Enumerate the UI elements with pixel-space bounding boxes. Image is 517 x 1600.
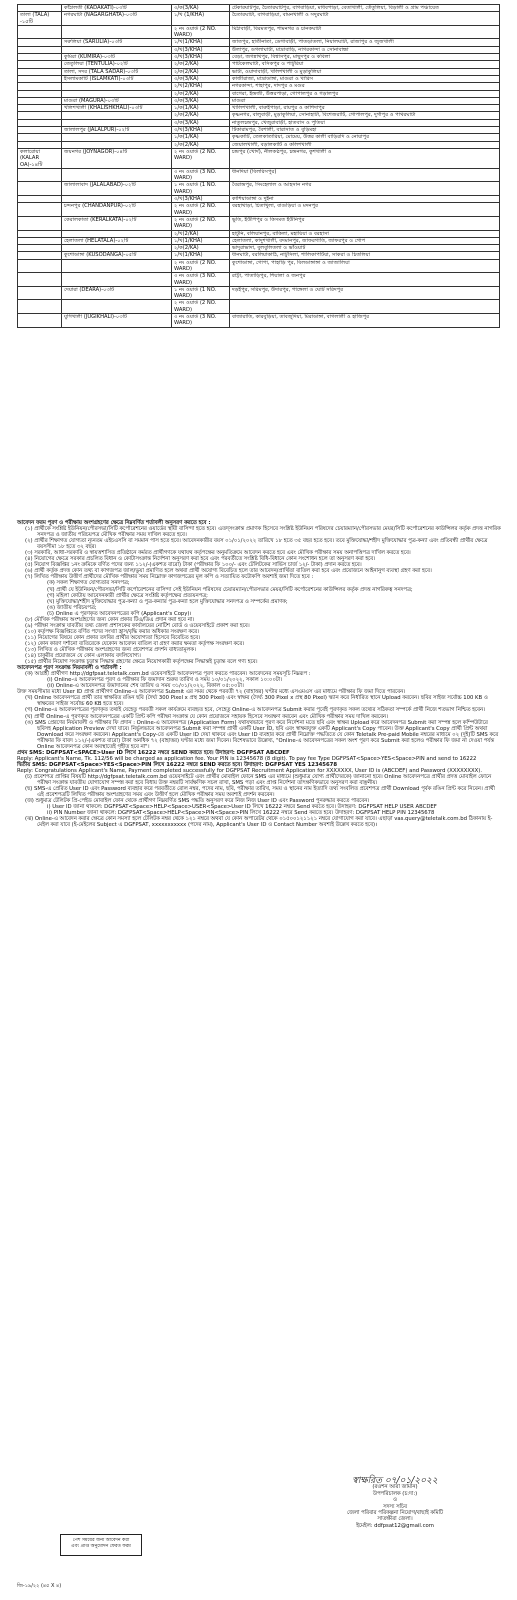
- table-row: [18, 286, 500, 300]
- union-cell: [62, 134, 172, 141]
- upazila-cell: [18, 230, 62, 237]
- table-row: [18, 75, 500, 82]
- villages-cell: ভাটা, ওয়াদাবাড়ী, খলিশখালী ও মুড়াকুলিয়া: [230, 68, 500, 75]
- union-cell: [62, 245, 172, 252]
- table-row: [18, 12, 500, 26]
- instruction-paragraph: (২) প্রার্থীর শিক্ষাগত যোগ্যতা ন্যূনতম এইচএসসি বা সমমান পাস হতে হবে। আবেদনকারীর বয়স ০১/০১/২০২২ তারিখে ১৮ হতে ৩৫ বছর হতে হবে। তবে মুক্তিযোদ্ধা/শহীদ মুক্তিযোদ্ধার পুত্র-কন্যা এবং প্রতিবন্ধী প্রার্থীর ক্ষেত্রে বয়সসীমা ১৮ হতে ৩২ বছর।: [25, 538, 488, 551]
- ward-cell: ২ নং ওয়ার্ড (2 NO. WARD): [172, 300, 230, 314]
- instruction-paragraph: (চ) প্রবেশপত্র প্রাপ্তির বিষয়টি http://dgfpsat.teletalk.com.bd ওয়েবসাইটে এবং প্রার্থীর মোবাইল ফোনে SMS এর মাধ্যমে (শুধুমাত্র যোগ্য প্রার্থীদেরকে) জানানো হবে। Online আবেদনপত্রে প্রার্থীর প্রদত্ত মোবাইল ফোনে পরীক্ষা সংক্রান্ত যাবতীয় যোগাযোগ সম্পন্ন করা হবে বিধায় উক্ত নম্বরটি সার্বক্ষণিক সচল রাখা, SMS পড়া এবং প্রাপ্ত নির্দেশনা তাৎক্ষণিকভাবে অনুসরণ করা বাঞ্ছনীয়।: [25, 773, 492, 787]
- villages-cell: ভাদুরাভাদা, বুলবুলিতলা ও ভাঁওয়াট: [230, 245, 500, 252]
- table-row: [18, 105, 500, 112]
- ward-cell: ২ নং ওয়ার্ড (2 NO. WARD): [172, 203, 230, 217]
- ward-cell: ৩/খ(3/KHA): [172, 127, 230, 134]
- villages-cell: জাতপুর, হাতীনাতা, ডেগাবাড়ী, পাতড়াতলা, নিয়ালঘাটা, রাজাপুর ও জুজখালী: [230, 39, 500, 46]
- table-row: [18, 182, 500, 196]
- ward-cell: ২/ক(2/KA): [172, 68, 230, 75]
- upazila-cell: [18, 196, 62, 203]
- union-cell: মাগুরা (MAGURA)-০৩টি: [62, 97, 172, 104]
- instruction-paragraph: (খ) প্রার্থী যে ইউনিয়ন/পৌরসভা/সিটি কর্পোরেশনের বাসিন্দা সেই ইউনিয়ন পরিষদের চেয়ারম্যান/পৌরসভার মেয়র/সিটি কর্পোরেশনের কাউন্সিলর কর্তৃক প্রদত্ত নাগরিকত্ব সনদপত্র;: [47, 586, 413, 593]
- upazila-cell: [18, 314, 62, 328]
- villages-cell: নাতুলচন্দ্রপুর, খেজুরাবাড়ী, হাতবাস ও পুতিয়া: [230, 119, 500, 126]
- table-row: [18, 230, 500, 237]
- villages-cell: ধানদিয়া (বিলরিসপুর): [230, 168, 500, 182]
- upazila-cell: [18, 75, 62, 82]
- instruction-paragraph: (ঙ) SMS প্রেরণের নিয়মাবলী ও পরীক্ষার ফি প্রদান : Online-এ আবেদনপত্র (Application Form) যথাযথভাবে পূরণ করে নির্দেশনা মতে ছবি এবং স্বাক্ষর Upload করে আবেদনপত্র Submit করা সম্পন্ন হলে কম্পিউটারে ছবিসহ Application Preview দেখা যাবে। নির্ভুলভাবে আবেদনপত্র Submit করা সম্পন্ন প্রার্থী একটি User ID, ছবি এবং স্বাক্ষরযুক্ত একটি Applicant's Copy পাবেন। উক্ত Applicant's Copy প্রার্থী প্রিন্ট অথবা Download করে সংরক্ষণ করবেন। Applicant's Copy-তে একটি User ID দেয়া থাকবে এবং User ID ব্যবহার করে প্রার্থী নিম্নোক্ত পদ্ধতিতে যে কোন Teletalk Pre-paid Mobile নম্বরের মাধ্যমে ০২ (দুই)টি SMS করে পরীক্ষার ফি বাবদ ১১২/-(একশত বারো) টাকা অনধিক ৭২ (বাহাত্তর) ঘণ্টার মধ্যে জমা দিবেন। বিশেষভাবে উল্লেখ্য, "Online-এ আবেদনপত্রের সকল অংশ পূরণ করে Submit করা হলেও পরীক্ষার ফি জমা না দেওয়া পর্যন্ত Online আবেদনপত্র কোন অবস্থাতেই গৃহীত হবে না"।: [25, 719, 499, 750]
- upazila-cell: [18, 68, 62, 75]
- instruction-paragraph: আবেদন ফরম পূরণ ও পরীক্ষায় অংশগ্রহণের ক্ষেত্রে নিম্নবর্ণিত শর্তাবলী অনুসরণ করতে হবে :: [17, 520, 211, 526]
- villages-cell: কুশোডাঙ্গা, গোপা, পাহাড়ি পুর, বিলডাঙ্গাঙ্গা ও জাজালিয়া: [230, 259, 500, 273]
- table-row: [18, 61, 500, 68]
- instruction-paragraph: উক্ত সময়সীমার মধ্যে User ID প্রাপ্ত প্রার্থীগণ Online-এ আবেদনপত্র Submit এর সময় থেকে পরবর্তী ৭২ (বাহাত্তর) ঘণ্টার মধ্যে এসএমএস এর মাধ্যমে পরীক্ষার ফি জমা দিতে পারবেন।: [17, 689, 406, 696]
- union-cell: [62, 141, 172, 148]
- instruction-paragraph: দ্বিতীয় SMS: DGFPSAT<Space>YES<Space>PIN লিখে 16222 নম্বরে SEND করতে হবে। উদাহরণ: DGFPSAT YES 12345678: [17, 761, 338, 768]
- instruction-paragraph: (গ) Online-এ আবেদনপত্রের পূরণকৃত তথ্যই যেহেতু পরবর্তী সকল কার্যক্রমে ব্যবহৃত হবে, সেহেতু Online-এ আবেদনপত্র Submit করার পূর্বেই পূরণকৃত সকল তথ্যের সঠিকতা সম্পর্কে প্রার্থী নিজে শতভাগ নিশ্চিত হবেন।: [25, 707, 486, 714]
- villages-cell: দড়ইপুর, সরিমপুর, উদারপুর, পাঙ্গেলা ও ঘোট সরিদপুর: [230, 286, 500, 300]
- table-row: [18, 314, 500, 328]
- table-row: [18, 203, 500, 217]
- union-ward-table: [17, 4, 500, 328]
- ward-cell: ৩/ক(3/KA): [172, 119, 230, 126]
- upazila-cell: তালা (TALA) -১৫টি: [18, 12, 62, 26]
- union-cell: নগরঘাটা (NAGARGHATA)-০৩টি: [62, 12, 172, 26]
- ward-cell: ১/খ(1/KHA): [172, 39, 230, 46]
- instruction-paragraph: (৯) পরীক্ষা সংক্রান্ত যাবতীয় তথ্য জেলা প্রশাসকের কার্যালয়ের নোটিশ বোর্ড ও ওয়েবসাইটে প্রকাশ করা হবে।: [25, 622, 250, 629]
- table-row: [18, 46, 500, 53]
- table-row: [18, 127, 500, 134]
- instruction-paragraph: Reply: Applicant's Name, Tk. 112/56 will be charged as application fee. Your PIN is 12345678 (8 digit). To pay fee Type DGFPSAT<Space>YES<Space>PIN and send to 16222: [17, 755, 477, 762]
- upazila-cell: [18, 252, 62, 259]
- upazila-cell: [18, 182, 62, 196]
- union-cell: কুশোডাঙ্গা (KUSODANGA)-০৫টি: [62, 252, 172, 259]
- instruction-paragraph: ii) PIN Number জানা থাকলে: DGFPSAT<Space>HELP<Space>PIN<Space>PIN লিখে 16222 নম্বরে Send করতে হবে। উদাহরণ: DGFPSAT HELP PIN 12345678: [47, 810, 435, 817]
- upazila-cell: [18, 83, 62, 90]
- upazila-cell: [18, 90, 62, 97]
- ward-cell: ২/ক(2/KA): [172, 112, 230, 119]
- instruction-paragraph: (১০) কর্তৃপক্ষ বিজ্ঞপ্তিতে বর্ণিত পদের সংখ্যা হ্রাস/বৃদ্ধি করার অধিকার সংরক্ষণ করে।: [25, 628, 199, 635]
- union-cell: [62, 259, 172, 273]
- table-row: [18, 168, 500, 182]
- villages-cell: রাট্টা, পাতাড়িপুর, শিয়ালা ও জনপুর: [230, 273, 500, 287]
- union-cell: চন্দনপুর (CHANDANPUR)-০২টি: [62, 203, 172, 217]
- table-row: [18, 259, 500, 273]
- ward-cell: ২ নং ওয়ার্ড (2 NO. WARD): [172, 148, 230, 168]
- upazila-cell: [18, 54, 62, 61]
- table-row: [18, 216, 500, 230]
- union-cell: কেরালকাতা (KERALKATA)-০২টি: [62, 216, 172, 230]
- table-row: [18, 25, 500, 39]
- union-cell: খলিশখালী (KHALISHKHALI)-০৩টি: [62, 105, 172, 112]
- union-cell: [62, 112, 172, 119]
- signatory-and: ও: [393, 1497, 397, 1504]
- instruction-paragraph: (ঘ) মুক্তিযোদ্ধা/শহীদ মুক্তিযোদ্ধার পুত্র-কন্যা ও পুত্র-কন্যার পুত্র-কন্যা হলে মুক্তিযোদ্ধার সনদপত্র ও সম্পর্কের প্রমাণক;: [47, 598, 288, 605]
- signature-block: [295, 1478, 495, 1529]
- villages-cell: বেড়া, জগন্নাথপুর, বিশ্বাসপুর, মাছুদপুর ও কবিলা: [230, 54, 500, 61]
- upazila-cell: [18, 119, 62, 126]
- table-row: [18, 54, 500, 61]
- ward-cell: ৩/খ(3/KHA): [172, 46, 230, 53]
- instruction-paragraph: (১১) নিয়োগের বিষয়ে কোন প্রকার তদবির প্রার্থীর অযোগ্যতা হিসেবে বিবেচিত হবে।: [25, 634, 201, 641]
- villages-cell: টেকারঘাটপুর, চৈতারঘাটপুর, বাগবাড়িয়া, মাধবপাড়া, বেতাখালী, তেঁতুলিয়া, বিড়ালী ও গ্রাম পঞ্চায়েত: [230, 5, 500, 12]
- instruction-paragraph: (ঙ) জাতীয় পরিচয়পত্র;: [47, 604, 97, 611]
- upazila-cell: [18, 105, 62, 112]
- union-cell: [62, 46, 172, 53]
- ward-cell: ২/খ(2/KHA): [172, 83, 230, 90]
- instruction-paragraph: (ii) Online-এ আবেদনপত্র জমাদানের শেষ তারিখ ও সময় ৩১/০১/২০২২, বিকাল ০৫:০০টা।: [47, 683, 244, 690]
- upazila-cell: [18, 259, 62, 273]
- instruction-paragraph: (ক) সকল শিক্ষাগত যোগ্যতার সনদপত্র;: [47, 580, 130, 587]
- ward-cell: ৩/ক(3/KA): [172, 97, 230, 104]
- signatory-name: (রওশন আরা জামান): [372, 1484, 418, 1491]
- ward-cell: ২/খ(2/KA): [172, 230, 230, 237]
- table-row: [18, 134, 500, 141]
- upazila-cell: [18, 39, 62, 46]
- instruction-paragraph: (ঝ) Online-এ আবেদন করার ক্ষেত্রে কোন সমস্যা হলে টেলিটক নম্বর থেকে ১২১ নম্বরে অথবা যে কোন অপারেটর থেকে ০১৫০০১২১১২১ নম্বরে যোগাযোগ করা যাবে। এছাড়া vas.query@teletalk.com.bd ঠিকানায় ই-মেইল করা যাবে (ই-মেইলের Subject এ DGFPSAT, xxxxxxxxxxx (পদের নাম), Applicant's User ID ও Contact Number অবশ্যই উল্লেখ করতে হবে)।: [25, 816, 493, 829]
- union-cell: যুগিখালী (JUGIKHALI)-০৩টি: [62, 314, 172, 328]
- villages-cell: টিকারামপুর, বৈশালী, বারাসাত ও বুড়িমহা: [230, 127, 500, 134]
- villages-cell: কাজীরাজা, মাদ্রাডাঙ্গা, মাগুরা ও খারিস: [230, 75, 500, 82]
- table-row: [18, 83, 500, 90]
- upazila-cell: [18, 300, 62, 314]
- table-row: [18, 148, 500, 168]
- table-row: [18, 141, 500, 148]
- ward-cell: ১/খ(1/KHA): [172, 252, 230, 259]
- upazila-cell: [18, 245, 62, 252]
- upazila-cell: [18, 134, 62, 141]
- villages-cell: কাশিয়াডাঙ্গা ও দুইনা: [230, 196, 500, 203]
- signatory-designation: উপপরিচালক (চ:দা:): [372, 1490, 418, 1497]
- villages-cell: মাগুরা: [230, 97, 500, 104]
- ward-cell: ২ নং ওয়ার্ড (2 NO. WARD): [172, 259, 230, 273]
- union-cell: জয়নগর (JOYNAGOR)-০৪টি: [62, 148, 172, 168]
- upazila-cell: [18, 25, 62, 39]
- ward-cell: ১ নং ওয়ার্ড (1 NO. WARD): [172, 286, 230, 300]
- villages-cell: মিঠাবাড়ী, বিরমতপুর, শামনগর ও চানকঘাটা: [230, 25, 500, 39]
- instruction-paragraph: (১৪) চাকুরীর প্রয়োজনে যে কোন এলাকায় বদলিযোগ্য।: [25, 653, 141, 660]
- ward-cell: ১/ক(1/KA): [172, 134, 230, 141]
- table-row: [18, 68, 500, 75]
- villages-cell: নগরকান্দা, শাহাপুর, দাদপুর ও মগুর: [230, 83, 500, 90]
- union-cell: তালা, সদর (TALA SADAR)-০৩টি: [62, 68, 172, 75]
- upazila-cell: [18, 168, 62, 182]
- upazila-cell: কলারোয়া (KALAR OA)-১৪টি: [18, 148, 62, 168]
- table-row: [18, 119, 500, 126]
- villages-cell: ভুতি, ইউপিপুর ও কিসমত ইউনিপুর: [230, 216, 500, 230]
- villages-cell: বাগেরা, ইন্দ্রজী, উত্তরপাড়া, গোপালপুর ও গড়ালপুর: [230, 90, 500, 97]
- upazila-cell: [18, 141, 62, 148]
- instruction-paragraph: (i) Online-এ আবেদনপত্র পূরণ ও পরীক্ষার ফি জমাদান শুরুর তারিখ ও সময় ১০/০১/২০২২, সকাল ১০:০০টা।: [47, 677, 283, 684]
- union-cell: [62, 83, 172, 90]
- instruction-paragraph: (খ) Online আবেদনপত্রে প্রার্থী তার স্বাক্ষরিত রঙিন ছবি (দৈর্ঘ্য 300 Pixel x প্রস্থ 300 Pixel) এবং স্বাক্ষর (দৈর্ঘ্য 300 Pixel x প্রস্থ 80 Pixel) স্ক্যান করে নির্ধারিত স্থানে Upload করবেন। ছবির সাইজ সর্বোচ্চ 100 KB ও স্বাক্ষরের সাইজ সর্বোচ্চ 60 KB হতে হবে।: [25, 695, 488, 708]
- upazila-cell: [18, 286, 62, 300]
- union-cell: [62, 230, 172, 237]
- villages-cell: বরহাথাড়া, চিতাখুলা, বাগুড়িয়া ও মদনপুর: [230, 203, 500, 217]
- ward-cell: ৩/খ(3/KHA): [172, 196, 230, 203]
- instruction-paragraph: (১২) কোন কারণ দর্শানো ব্যতিরেকে যেকোন আবেদন বাতিল বা গ্রহণ করার ক্ষমতা কর্তৃপক্ষ সংরক্ষণ করে।: [25, 640, 245, 647]
- ward-cell: ৩ নং ওয়ার্ড (3 NO. WARD): [172, 314, 230, 328]
- union-ward-table-body: [18, 5, 500, 328]
- instruction-paragraph: Reply: Congratulations Applicant's Name, Payment completed successfully for DGFPSAT Recruitment Application for XXXXXXX, User ID is (ABCDEF) and Password (XXXXXXXX).: [17, 767, 483, 774]
- table-row: [18, 245, 500, 252]
- instruction-paragraph: (৫) নিয়োগ বিজ্ঞপ্তির ১নং ক্রমিকে বর্ণিত পদের জন্য ১১২/-(একশত বারো) টাকা (পরীক্ষার ফি ১০০/- এবং টেলিটকের সার্ভিস চার্জ ১২/- টাকা) প্রদান করতে হবে।: [25, 562, 362, 569]
- instruction-paragraph: (১) প্রার্থীকে সংশ্লিষ্ট ইউনিয়ন/পৌরসভা/সিটি কর্পোরেশনের ওয়ার্ডের স্থায়ী বাসিন্দা হতে হবে। এতদ্সংক্রান্ত প্রমাণক হিসেবে সংশ্লিষ্ট ইউনিয়ন পরিষদের চেয়ারম্যান/পৌরসভার মেয়র/সিটি কর্পোরেশনের কাউন্সিলর কর্তৃক প্রদত্ত নাগরিক সনদপত্র ও জাতীয় পরিচয়পত্র মৌখিক পরীক্ষার সময় দাখিল করতে হবে।: [25, 526, 501, 539]
- upazila-cell: [18, 127, 62, 134]
- stamp-line-2: এবং প্রাপ্ত অনুমোদন ফেরত ফরম: [71, 1543, 131, 1549]
- union-cell: [62, 300, 172, 314]
- table-row: [18, 5, 500, 12]
- stamp-box: [60, 1534, 142, 1556]
- ward-cell: ১ নং ওয়ার্ড (1 NO. WARD): [172, 182, 230, 196]
- signatory-committee: জেলা পরিবার পরিকল্পনা নিয়োগ/বাছাই কমিটি: [346, 1510, 443, 1517]
- villages-cell: বাজারাতি, কারবুড়িয়া, তাবজুদিয়া, মিরাডাঙ্গা, বাগলালী ও হাজিপুর: [230, 314, 500, 328]
- instruction-paragraph: (১৩) লিখিত ও মৌখিক পরীক্ষায় অংশগ্রহণের জন্য প্রবেশপত্র প্রদর্শন বাধ্যতামূলক।: [25, 646, 196, 653]
- union-cell: [62, 168, 172, 182]
- ward-cell: ২/ক(2/KA): [172, 245, 230, 252]
- upazila-cell: [18, 97, 62, 104]
- ward-cell: ২ নং ওয়ার্ড (2 NO. WARD): [172, 216, 230, 230]
- table-row: [18, 300, 500, 314]
- signatory-email: ইমেইল: ddfpsat12@gmail.com: [356, 1522, 434, 1529]
- upazila-cell: [18, 203, 62, 217]
- table-row: [18, 97, 500, 104]
- ward-cell: ২/ক(2/KA): [172, 61, 230, 68]
- upazila-cell: [18, 216, 62, 230]
- upazila-cell: [18, 61, 62, 68]
- instruction-paragraph: (ছ) SMS-এ প্রেরিত User ID এবং Password ব্যবহার করে পরবর্তীতে রোল নম্বর, পদের নাম, ছবি, পরীক্ষার তারিখ, সময় ও স্থানের নাম ইত্যাদি তথ্য সংবলিত প্রবেশপত্র প্রার্থী Download পূর্বক রঙিন প্রিন্ট করে নিবেন। প্রার্থী এই প্রবেশপত্রটি লিখিত পরীক্ষায় অংশগ্রহণের সময় এবং উত্তীর্ণ হলে মৌখিক পরীক্ষার সময় অবশ্যই প্রদর্শন করবেন।: [25, 786, 495, 799]
- table-row: [18, 252, 500, 259]
- union-cell: জালালপুর (JALALPUR)-০২টি: [62, 127, 172, 134]
- ward-cell: ৩/খ(3/KHA): [172, 54, 230, 61]
- union-cell: [62, 90, 172, 97]
- villages-cell: ধানঘাটা, বরলিয়াকাঠি, নাটুসিলা, শালিকাপটিয়া, সাকরা ও চিতলিয়া: [230, 252, 500, 259]
- instruction-paragraph: (গ) মহিলা কোটায় আবেদনকারী প্রার্থীর ক্ষেত্রে সংশ্লিষ্ট কর্তৃপক্ষের প্রত্যয়নপত্র;: [47, 592, 208, 599]
- union-cell: [62, 196, 172, 203]
- stamp-line-1: পেশ সময়ের জন্য আবেদন করা: [72, 1538, 130, 1543]
- ward-cell: ১/খ(1/KHA): [172, 237, 230, 244]
- instruction-paragraph: (৬) প্রার্থী কর্তৃক প্রদত্ত কোন তথ্য বা কাগজপত্র জাল/ভুয়া প্রমাণিত হলে অথবা প্রার্থী অযোগ্য বিবেচিত হলে তার আবেদন/প্রার্থিতা বাতিল করা হবে এবং প্রয়োজনে আইনানুগ ব্যবস্থা গ্রহণ করা হবে।: [25, 568, 432, 575]
- ward-cell: ৩ নং ওয়ার্ড (3 NO. WARD): [172, 273, 230, 287]
- table-row: [18, 112, 500, 119]
- instruction-paragraph: (৩) সরকারি, আধা-সরকারি ও স্বায়ত্তশাসিত প্রতিষ্ঠানে কর্মরত প্রার্থীগণকে যথাযথ কর্তৃপক্ষের অনুমতিক্রমে আবেদন করতে হবে এবং মৌখিক পরীক্ষার সময় অনাপত্তিপত্র দাখিল করতে হবে।: [25, 550, 411, 557]
- upazila-cell: [18, 112, 62, 119]
- union-cell: কুমিরা (KUMIRA)-০৩টি: [62, 54, 172, 61]
- villages-cell: হাটুনি, বলিয়ানপুর, বাকিলা, মহায়িয়া ও বরহাসা: [230, 230, 500, 237]
- signatory-role: সদস্য সচিব: [383, 1503, 407, 1510]
- villages-cell: চৈতারঘাটা, বাগবাড়িয়া, বামনখালী ও সদুরঘাটা: [230, 12, 500, 26]
- instruction-paragraph: (জ) শুধুমাত্র টেলিটক প্রি-পেইড মোবাইল ফোন থেকে প্রার্থীগণ নিম্নবর্ণিত SMS পদ্ধতি অনুসরণ করে নিজ নিজ User ID এবং Password পুনরুদ্ধার করতে পারবেন।: [25, 798, 370, 805]
- union-cell: হেলাতলা (HELATALA)-০২টি: [62, 237, 172, 244]
- table-row: [18, 90, 500, 97]
- union-cell: [62, 25, 172, 39]
- ward-cell: ২ নং ওয়ার্ড (2 NO. WARD): [172, 25, 230, 39]
- upazila-cell: [18, 273, 62, 287]
- instruction-paragraph: (চ) Online এ পূরণকৃত আবেদনপত্রের কপি (Applicant's Copy)।: [47, 610, 192, 617]
- instruction-paragraph: i) User ID জানা থাকলে: DGFPSAT<Space>HELP<Space>USER<Space>User ID লিখে 16222 নম্বরে Send করতে হবে। উদাহরণ: DGFPSAT HELP USER ABCDEF: [47, 804, 437, 811]
- ward-cell: ১/খ (1/KHA): [172, 12, 230, 26]
- instruction-paragraph: (ক) আগ্রহী প্রার্থীগণ http://dgfpsat.teletalk.com.bd ওয়েবসাইটে আবেদনপত্র পূরণ করতে পারবেন। আবেদনের সময়সূচি নিম্নরূপ :: [25, 671, 311, 678]
- union-cell: [62, 273, 172, 287]
- table-row: [18, 237, 500, 244]
- union-cell: সরুলিয়া (SARULIA)-০৩টি: [62, 39, 172, 46]
- villages-cell: কৃষ্ণকাটি, তেলকাতারিয়া, মোমেয়, উত্তর কালী বাড়িরদি ও নোয়াপুর: [230, 134, 500, 141]
- ward-cell: ২/ক(2/KA): [172, 90, 230, 97]
- upazila-cell: [18, 46, 62, 53]
- villages-cell: উলাপুর, ডগলাঘাটা, মাদ্রাবাড়ি, নাগরকান্দা ও সোনাবান্ধা: [230, 46, 500, 53]
- table-row: [18, 273, 500, 287]
- ward-cell: ৩/ক(3/KA): [172, 75, 230, 82]
- handwritten-signature: স্বাক্ষরিত ০৭/০১/২০২২: [352, 1476, 438, 1486]
- villages-cell: হেলাতলা, কাদুশখালী, বদমানপুর, জাফরগাতি, জাফরপুর ও গোপ: [230, 237, 500, 244]
- instruction-paragraph: (৮) মৌখিক পরীক্ষায় অংশগ্রহণের জন্য কোন প্রকার টিএ/ডিএ প্রদান করা হবে না।: [25, 616, 195, 623]
- villages-cell: [230, 300, 500, 314]
- upazila-cell: [18, 5, 62, 12]
- villages-cell: চন্দ্রপুর (খোর্দ), নীলকণ্ঠপুর, চন্দ্রনগর, কুশখালী ও: [230, 148, 500, 168]
- union-cell: ইসলামকাটি (ISLAMKATI)-০৩টি: [62, 75, 172, 82]
- application-instructions: [17, 520, 503, 828]
- instruction-paragraph: (৭) লিখিত পরীক্ষায় উত্তীর্ণ প্রার্থীদের মৌখিক পরীক্ষার সময় নিম্নোক্ত কাগজপত্রের মূল কপি ও সত্যায়িত ফটোকপি অবশ্যই জমা দিতে হবে :: [25, 574, 314, 581]
- table-row: [18, 196, 500, 203]
- instruction-paragraph: (ঘ) প্রার্থী Online-এ পূরণকৃত আবেদনপত্রের একটি প্রিন্ট কপি পরীক্ষা সংক্রান্ত যে কোন প্রয়োজনে সহায়ক হিসেবে সংরক্ষণ করবেন এবং মৌখিক পরীক্ষার সময় দাখিল করবেন।: [25, 713, 388, 720]
- ward-cell: ১/ক(1/KA): [172, 105, 230, 112]
- upazila-cell: [18, 237, 62, 244]
- union-cell: তেতুলিয়া (TENTULIA)-০২টি: [62, 61, 172, 68]
- villages-cell: খালিশখালী, বারুইপাড়া, রায়পুর ও কাশিদাপুর: [230, 105, 500, 112]
- villages-cell: পাটকেলঘাটা, বসিকপুর ও পাটুরিয়া: [230, 61, 500, 68]
- ward-cell: ৩ নং ওয়ার্ড (3 NO. WARD): [172, 168, 230, 182]
- union-cell: জালালাবাদ (JALALABAD)-০২টি: [62, 182, 172, 196]
- signatory-district: সাতক্ষীরা জেলা।: [377, 1516, 413, 1523]
- print-reference-code: জি-১৯/২২ (৪৫ X ৪): [17, 1583, 62, 1589]
- union-cell: [62, 119, 172, 126]
- ward-cell: ২/ক(2/KA): [172, 141, 230, 148]
- villages-cell: বৈরান্দ্রপুর, সিংহেলাল ও আহসান নগর: [230, 182, 500, 196]
- ward-cell: ৩/ক(3/KA): [172, 5, 230, 12]
- instruction-paragraph: (৪) নিয়োগের ক্ষেত্রে সরকার প্রচলিত বিধান ও কোটাসংক্রান্ত নির্দেশনা অনুসরণ করা হবে এবং পরবর্তীতে সংশ্লিষ্ট বিধি-বিধানে কোন সংশোধন হলে তা অনুসরণ করা হবে।: [25, 556, 376, 563]
- instruction-paragraph: (১৫) প্রার্থীর নিয়োগ সংক্রান্ত চূড়ান্ত সিদ্ধান্ত গ্রহণের ক্ষেত্রে নিয়োগকারী কর্তৃপক্ষের সিদ্ধান্তই চূড়ান্ত বলে গণ্য হবে।: [25, 659, 258, 666]
- instruction-paragraph: প্রথম SMS: DGFPSAT<SPACE>User ID লিখে 16222 নম্বরে SEND করতে হবে। উদাহরণ: DGFPSAT ABCDEF: [17, 749, 290, 756]
- union-cell: কাঁঠালতী (KADAKATI)-০৩টি: [62, 5, 172, 12]
- villages-cell: কৃষ্ণনগর, বালুবাড়ী, মুড়াকুলিয়া, সোনাহাটা, বিশেজরাটি, গোপালপুর, দুর্গাপুর ও পাথরঘাটা: [230, 112, 500, 119]
- table-row: [18, 39, 500, 46]
- villages-cell: জেয়ালখালী, বড়ালকাটি ও কলিশখালী: [230, 141, 500, 148]
- instruction-paragraph: আবেদনপত্র পূরণ সংক্রান্ত নিয়মাবলী ও শর্তাবলী :: [17, 665, 122, 672]
- union-cell: দেয়ারা (DEARA)-০৩টি: [62, 286, 172, 300]
